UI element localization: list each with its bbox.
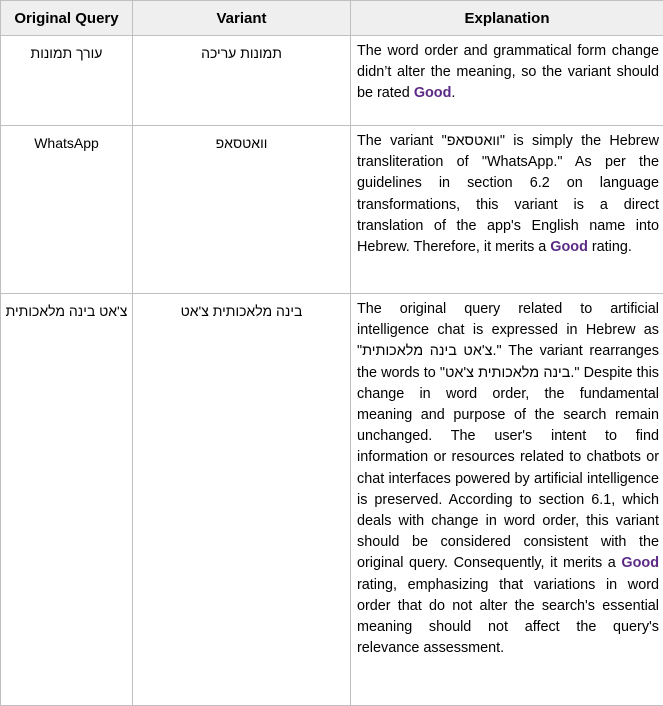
explanation-text: The original query related to artificial intelligence chat is expressed in Hebrew as "צ'אט בינה מלאכותית." The variant rearranges the words to "בינה מלאכותית צ'אט." Despite this change in word order, the fundamental meaning and purpose of the search remain unchanged. The user's intent to find information or resources related to chatbots or chat interfaces powered by artificial intelligence is preserved. According to section 6.1, which deals with change in word order, this variant should be considered consistent with the original query. Consequently, it merits a xyxy=(357,301,659,571)
variant-cell: וואטסאפ xyxy=(133,126,351,294)
explanation-text-end: . xyxy=(451,85,455,101)
good-rating-label: Good xyxy=(621,555,659,571)
header-original-query: Original Query xyxy=(1,1,133,36)
explanation-text-end: rating. xyxy=(588,239,632,255)
header-explanation: Explanation xyxy=(351,1,663,36)
good-rating-label: Good xyxy=(550,239,588,255)
table-row xyxy=(1,126,663,294)
original-query-cell: צ'אט בינה מלאכותית xyxy=(1,294,133,706)
explanation-text: The word order and grammatical form change didn’t alter the meaning, so the variant should be rated xyxy=(357,43,659,101)
explanation-text: The variant "וואטסאפ" is simply the Hebrew transliteration of "WhatsApp." As per the guidelines in section 6.2 on language transformations, this variant is a direct translation of the app's English name into Hebrew. Therefore, it merits a xyxy=(357,133,659,255)
original-query-cell: WhatsApp xyxy=(1,126,133,294)
table-row xyxy=(1,36,663,126)
good-rating-label: Good xyxy=(414,85,452,101)
original-query-cell: עורך תמונות xyxy=(1,36,133,126)
variant-cell: בינה מלאכותית צ'אט xyxy=(133,294,351,706)
table-row xyxy=(1,294,663,706)
header-variant: Variant xyxy=(133,1,351,36)
explanation-cell xyxy=(351,36,663,126)
explanation-cell xyxy=(351,126,663,294)
variant-cell: תמונות עריכה xyxy=(133,36,351,126)
explanation-cell xyxy=(351,294,663,706)
explanation-text-end: rating, emphasizing that variations in word order that do not alter the search's essential meaning should not affect the query's relevance assessment. xyxy=(357,577,659,657)
header-row xyxy=(1,1,663,36)
